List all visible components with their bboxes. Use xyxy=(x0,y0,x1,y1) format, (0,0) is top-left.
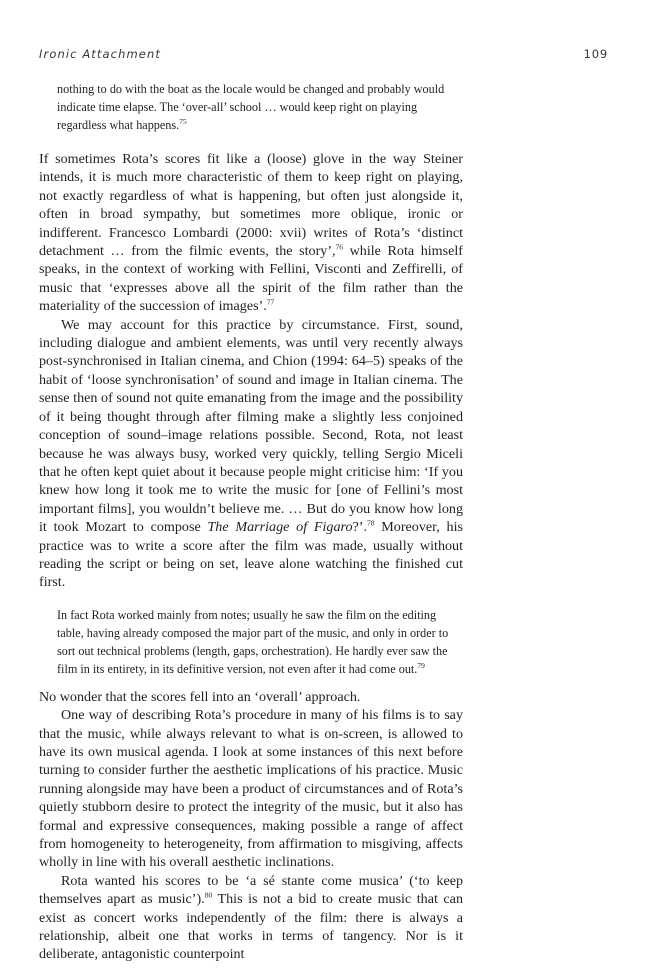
running-head: Ironic Attachment xyxy=(39,47,161,61)
footnote-ref: 78 xyxy=(367,518,375,528)
paragraph xyxy=(39,688,463,706)
paragraph-text: while Rota himself speaks, in the context of working with Fellini, Visconti and Zeffirelli, of music that ‘expresses above all the spirit of the film rather than the materiality of the succession of images’. xyxy=(39,243,463,315)
paragraph-text: If sometimes Rota’s scores fit like a (loose) glove in the way Steiner intends, it is much more characteristic of them to keep right on playing, not exactly regardless of what is happening, but often just alongside it, often in broad sympathy, but sometimes more oblique, ironic or indifferent. Francesco Lombardi (2000: xvii) writes of Rota’s ‘distinct detachment … from the filmic events, the story’, xyxy=(39,151,463,260)
paragraph-text: We may account for this practice by circumstance. First, sound, including dialogue and ambient elements, was until very recently always post-synchronised in Italian cinema, and Chion (1994: 64–5) speaks of the habit of ‘loose synchronisation’ of sound and image in Italian cinema. The sense then of sound not quite emanating from the image and the possibility of it being thought through after filming make a slightly less conjoined conception of sound–image relations possible. Second, Rota, not least because he was always busy, worked very quickly, telling Sergio Miceli that he often kept quiet about it because people might criticise him: ‘If you knew how long it took me to write the music for [one of Fellini’s most important films], you wouldn’t believe me. … But do you know how long it took Mozart to compose xyxy=(39,316,463,536)
paragraph xyxy=(39,150,463,316)
paragraph-text: ?’. xyxy=(352,519,367,536)
footnote-ref: 77 xyxy=(266,297,275,307)
paragraph-text: No wonder that the scores fell into an ‘overall’ approach. xyxy=(39,688,361,705)
page-number: 109 xyxy=(583,47,608,61)
footnote-ref: 76 xyxy=(335,242,344,252)
quote-text: In fact Rota worked mainly from notes; usually he saw the film on the editing table, having already composed the major part of the music, and only in order to sort out technical problems (length, gaps, orchestration). He hardly ever saw the film in its entirety, in its definitive version, not even after it had come out. xyxy=(57,607,449,676)
quote-text: nothing to do with the boat as the locale would be changed and probably would indicate time elapse. The ‘over-all’ school … would keep right on playing regardless what happens. xyxy=(57,82,445,132)
paragraph-text: Moreover, his practice was to write a score after the film was made, usually without reading the script or being on set, leave alone watching the finished cut first. xyxy=(39,519,464,591)
footnote-ref: 75 xyxy=(179,116,187,126)
footnote-ref: 79 xyxy=(417,660,425,670)
work-title: The Marriage of Figaro xyxy=(207,519,353,536)
paragraph xyxy=(39,706,463,872)
paragraph-text: One way of describing Rota’s procedure in many of his films is to say that the music, while always relevant to what is on-screen, is allowed to have its own musical agenda. I look at some instances of this next before turning to consider further the aesthetic implications of his practice. Music running alongside may have been a product of circumstances and of Rota’s quietly stubborn desire to protect the integrity of the music, but it also has formal and expressive consequences, making possible a range of affect from homogeneity to heterogeneity, from affirmation to misgiving, affects wholly in line with his overall aesthetic inclinations. xyxy=(39,707,463,871)
paragraph-text: Rota wanted his scores to be ‘a sé stante come musica’ (‘to keep themselves apart as music’). xyxy=(39,872,463,908)
paragraph xyxy=(39,872,463,964)
block-quote xyxy=(57,606,463,678)
block-quote xyxy=(57,80,463,134)
footnote-ref: 80 xyxy=(204,890,213,900)
paragraph xyxy=(39,316,463,592)
page-body xyxy=(39,80,463,964)
paragraph-text: This is not a bid to create music that can exist as concert works independently of the film: there is always a relationship, albeit one that works in terms of tangency. Nor is it deliberate, antagonistic counterpoint xyxy=(39,891,463,963)
